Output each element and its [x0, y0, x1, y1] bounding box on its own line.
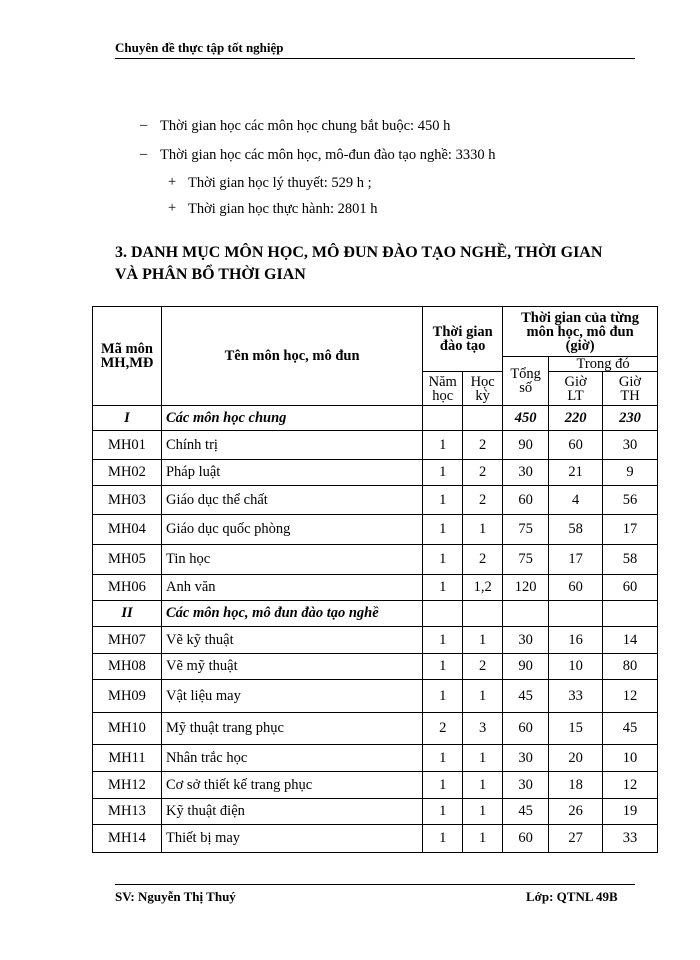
table-cell: 58	[549, 515, 603, 545]
table-cell: 220	[549, 406, 603, 431]
table-cell: 1	[423, 575, 463, 601]
table-cell: 10	[603, 745, 658, 772]
table-cell: MH06	[93, 575, 162, 601]
table-row	[93, 460, 658, 486]
table-cell: 1	[423, 545, 463, 575]
table-cell: 2	[463, 486, 503, 515]
table-cell: 26	[549, 799, 603, 825]
table-cell: 45	[503, 799, 549, 825]
table-cell: 80	[603, 654, 658, 680]
table-row	[93, 772, 658, 799]
curriculum-table	[92, 306, 658, 853]
table-cell: 20	[549, 745, 603, 772]
table-cell: 30	[503, 745, 549, 772]
table-row	[93, 486, 658, 515]
group-row	[93, 406, 658, 431]
table-cell: Tin học	[161, 545, 422, 575]
table-cell: 2	[463, 431, 503, 460]
footer-class: Lớp: QTNL 49B	[526, 889, 618, 904]
bullet-item	[168, 200, 378, 218]
table-cell: 1	[423, 460, 463, 486]
table-cell: Thiết bị may	[161, 825, 422, 853]
table-cell: MH11	[93, 745, 162, 772]
table-cell: 10	[549, 654, 603, 680]
header-code: Mã môn MH,MĐ	[93, 307, 162, 406]
header-training-time: Thời gian đào tạo	[423, 307, 503, 372]
table-cell: MH04	[93, 515, 162, 545]
table-cell: 60	[549, 575, 603, 601]
table-cell: MH07	[93, 627, 162, 654]
table-cell: 19	[603, 799, 658, 825]
footer-student: SV: Nguyễn Thị Thuý	[115, 889, 236, 904]
table-row	[93, 431, 658, 460]
table-cell: 1	[423, 515, 463, 545]
table-cell: 1	[463, 515, 503, 545]
bullet-item	[168, 174, 372, 192]
table-row	[93, 713, 658, 745]
table-cell: Kỹ thuật điện	[161, 799, 422, 825]
table-cell: Các môn học, mô đun đào tạo nghề	[161, 601, 422, 627]
table-cell: Anh văn	[161, 575, 422, 601]
table-cell: 75	[503, 515, 549, 545]
table-cell: 33	[603, 825, 658, 853]
section-title	[115, 242, 655, 286]
table-cell: 56	[603, 486, 658, 515]
footer-rule	[115, 884, 635, 885]
table-cell: Mỹ thuật trang phục	[161, 713, 422, 745]
table-cell: Vẽ kỹ thuật	[161, 627, 422, 654]
table-cell: MH02	[93, 460, 162, 486]
table-row	[93, 799, 658, 825]
table-cell: 12	[603, 772, 658, 799]
table-row	[93, 825, 658, 853]
table-cell: 33	[549, 680, 603, 713]
table-cell: 1	[423, 825, 463, 853]
table-cell: 75	[503, 545, 549, 575]
header-of-which: Trong đó	[549, 357, 658, 372]
dash-bullet: –	[140, 117, 148, 133]
table-cell: 16	[549, 627, 603, 654]
table-cell: 90	[503, 654, 549, 680]
table-cell: 90	[503, 431, 549, 460]
header-subject-time: Thời gian của từng môn học, mô đun (giờ)	[503, 307, 658, 357]
table-cell: 17	[549, 545, 603, 575]
table-cell: MH13	[93, 799, 162, 825]
table-cell: 1	[423, 431, 463, 460]
header-lt: Giờ LT	[549, 372, 603, 406]
table-cell: 2	[463, 460, 503, 486]
table-cell	[463, 601, 503, 627]
table-cell: Giáo dục thể chất	[161, 486, 422, 515]
table-cell: 45	[503, 680, 549, 713]
table-cell: 1	[463, 772, 503, 799]
dash-bullet: –	[140, 146, 148, 162]
table-cell: MH14	[93, 825, 162, 853]
table-cell: 30	[603, 431, 658, 460]
table-cell: 1	[423, 486, 463, 515]
table-cell: 230	[603, 406, 658, 431]
table-cell: 12	[603, 680, 658, 713]
table-cell: MH03	[93, 486, 162, 515]
table-cell: 1	[423, 745, 463, 772]
table-row	[93, 654, 658, 680]
table-row	[93, 627, 658, 654]
table-row	[93, 680, 658, 713]
table-cell: 30	[503, 772, 549, 799]
table-cell: 1,2	[463, 575, 503, 601]
table-cell: 21	[549, 460, 603, 486]
group-row	[93, 601, 658, 627]
table-cell: 60	[503, 825, 549, 853]
header-th: Giờ TH	[603, 372, 658, 406]
table-cell	[549, 601, 603, 627]
table-cell: 2	[463, 545, 503, 575]
header-total: Tổng số	[503, 357, 549, 406]
bullet-text: Thời gian học lý thuyết: 529 h ;	[188, 175, 372, 191]
table-cell: MH01	[93, 431, 162, 460]
plus-bullet: +	[168, 174, 177, 190]
table-cell: 2	[463, 654, 503, 680]
table-cell: 2	[423, 713, 463, 745]
table-cell: Nhân trắc học	[161, 745, 422, 772]
table-cell: 30	[503, 460, 549, 486]
table-cell: 4	[549, 486, 603, 515]
table-row	[93, 745, 658, 772]
table-cell: Các môn học chung	[161, 406, 422, 431]
bullet-item	[140, 146, 496, 164]
table-cell: MH12	[93, 772, 162, 799]
table-cell: 1	[463, 745, 503, 772]
table-row	[93, 515, 658, 545]
bullet-text: Thời gian học các môn học, mô-đun đào tạo nghề: 3330 h	[160, 147, 496, 163]
table-cell: 15	[549, 713, 603, 745]
table-cell	[463, 406, 503, 431]
section-title-line1: 3. DANH MỤC MÔN HỌC, MÔ ĐUN ĐÀO TẠO NGHỀ, THỜI GIAN	[115, 244, 603, 261]
header-year: Năm học	[423, 372, 463, 406]
table-cell: 3	[463, 713, 503, 745]
bullet-text: Thời gian học thực hành: 2801 h	[188, 201, 378, 217]
table-cell: 9	[603, 460, 658, 486]
table-cell: Cơ sở thiết kế trang phục	[161, 772, 422, 799]
table-cell: 1	[423, 772, 463, 799]
table-cell: 58	[603, 545, 658, 575]
table-cell: 45	[603, 713, 658, 745]
table-cell: 30	[503, 627, 549, 654]
table-cell: 27	[549, 825, 603, 853]
header-name: Tên môn học, mô đun	[161, 307, 422, 406]
table-cell: I	[93, 406, 162, 431]
header-rule	[115, 58, 635, 59]
header-semester: Học kỳ	[463, 372, 503, 406]
table-cell: 60	[503, 486, 549, 515]
table-cell	[503, 601, 549, 627]
table-cell: 60	[549, 431, 603, 460]
table-cell: 450	[503, 406, 549, 431]
table-cell: 1	[423, 799, 463, 825]
table-cell: 17	[603, 515, 658, 545]
section-title-line2: VÀ PHÂN BỔ THỜI GIAN	[115, 266, 306, 283]
table-cell: MH08	[93, 654, 162, 680]
table-cell: 1	[463, 680, 503, 713]
table-cell: MH05	[93, 545, 162, 575]
table-cell: 60	[603, 575, 658, 601]
table-cell: II	[93, 601, 162, 627]
table-cell: MH09	[93, 680, 162, 713]
table-header-row	[93, 307, 658, 357]
table-cell	[603, 601, 658, 627]
table-cell: Chính trị	[161, 431, 422, 460]
table-row	[93, 575, 658, 601]
table-row	[93, 545, 658, 575]
table-cell: Vẽ mỹ thuật	[161, 654, 422, 680]
table-cell: 1	[463, 799, 503, 825]
table-cell: 14	[603, 627, 658, 654]
page-header: Chuyên đề thực tập tốt nghiệp	[115, 40, 284, 55]
table-cell: 18	[549, 772, 603, 799]
table-cell: 1	[423, 627, 463, 654]
table-cell	[423, 406, 463, 431]
table-cell: Pháp luật	[161, 460, 422, 486]
table-cell: 60	[503, 713, 549, 745]
plus-bullet: +	[168, 200, 177, 216]
table-cell: 1	[463, 627, 503, 654]
table-cell: 1	[423, 680, 463, 713]
table-cell: Vật liệu may	[161, 680, 422, 713]
table-cell	[423, 601, 463, 627]
table-cell: 120	[503, 575, 549, 601]
table-cell: 1	[463, 825, 503, 853]
bullet-text: Thời gian học các môn học chung bắt buộc: 450 h	[160, 118, 451, 134]
bullet-item	[140, 117, 451, 135]
table-cell: 1	[423, 654, 463, 680]
table-cell: MH10	[93, 713, 162, 745]
table-cell: Giáo dục quốc phòng	[161, 515, 422, 545]
